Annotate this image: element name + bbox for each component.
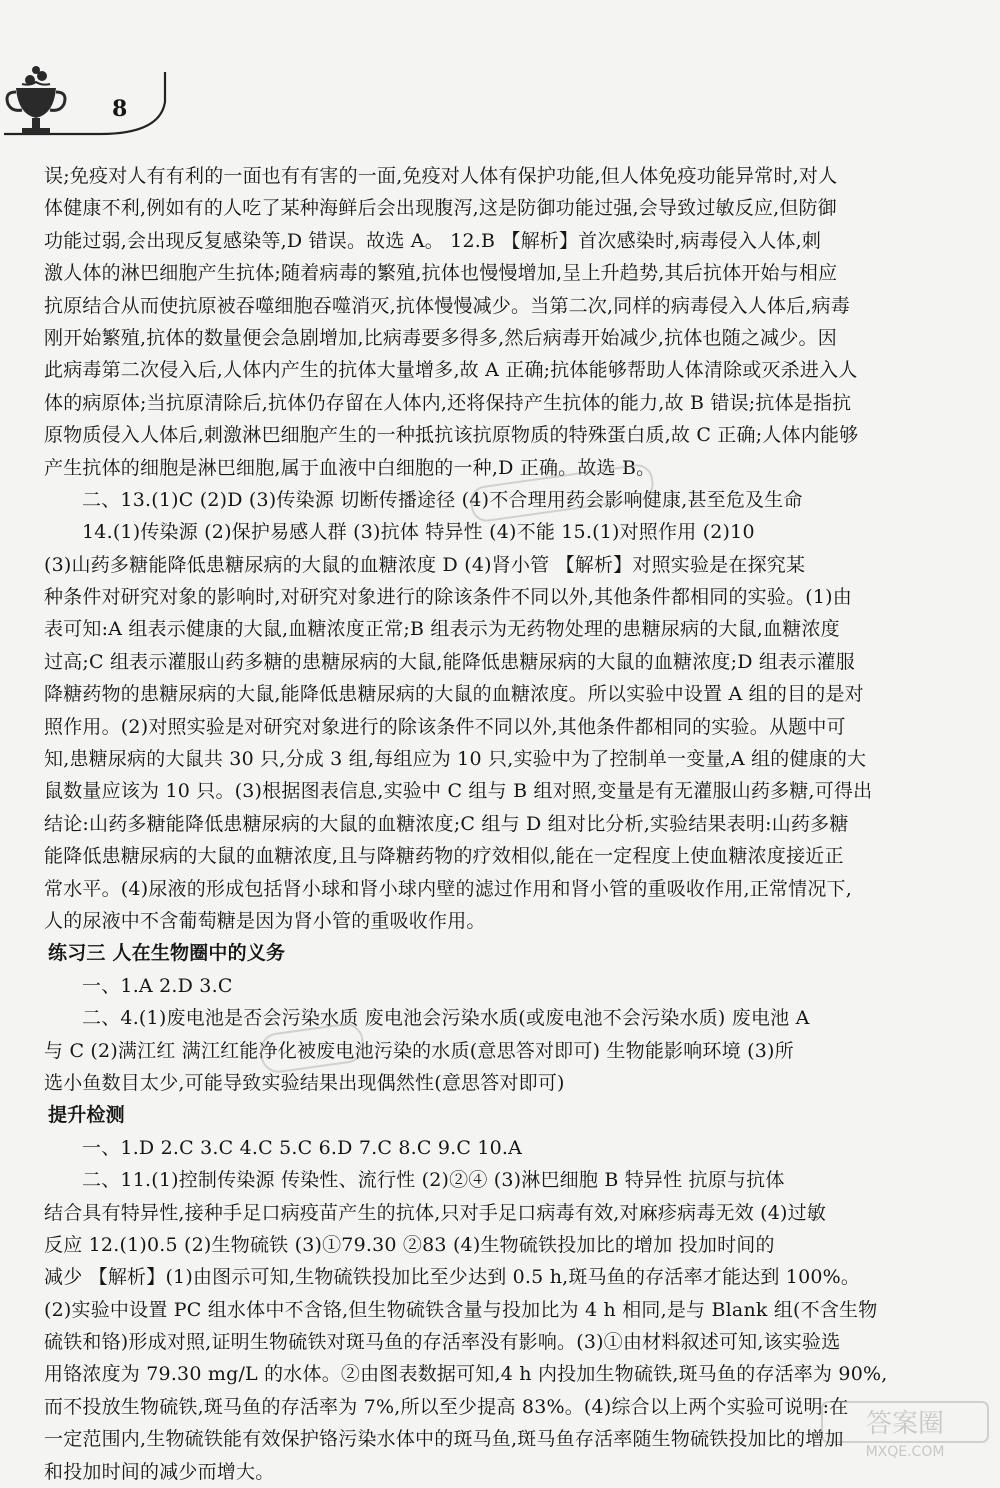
text-line: 产生抗体的细胞是淋巴细胞,属于血液中白细胞的一种,D 正确。故选 B。 [44,456,656,479]
text-line: 二、11.(1)控制传染源 传染性、流行性 (2)②④ (3)淋巴细胞 B 特异性 抗原与抗体 [82,1169,785,1192]
text-line: 二、4.(1)废电池是否会污染水质 废电池会污染水质(或废电池不会污染水质) 废电池 A [82,1007,810,1030]
text-line: 人的尿液中不含葡萄糖是因为肾小管的重吸收作用。 [44,909,486,932]
page-number: 8 [112,96,128,122]
text-line: 体的病原体;当抗原清除后,抗体仍存留在人体内,还将保持产生抗体的能力,故 B 错误;抗体是指抗 [44,391,852,414]
document-body [44,160,924,1488]
text-line: 刚开始繁殖,抗体的数量便会急剧增加,比病毒要多得多,然后病毒开始减少,抗体也随之减少。因 [44,326,837,349]
text-line: 减少 【解析】(1)由图示可知,生物硫铁投加比至少达到 0.5 h,斑马鱼的存活率才能达到 100%。 [44,1266,861,1289]
text-line: 种条件对研究对象的影响时,对研究对象进行的除该条件不同以外,其他条件都相同的实验。(1)由 [44,586,852,609]
page-header [0,62,1000,152]
text-line: 此病毒第二次侵入后,人体内产生的抗体大量增多,故 A 正确;抗体能够帮助人体清除或灭杀进入人 [44,359,858,382]
text-line: 结合具有特异性,接种手足口病疫苗产生的抗体,只对手足口病毒有效,对麻疹病毒无效 (4)过敏 [44,1201,827,1224]
text-line: 激人体的淋巴细胞产生抗体;随着病毒的繁殖,抗体也慢慢增加,呈上升趋势,其后抗体开始与相应 [44,262,838,285]
text-line: 功能过弱,会出现反复感染等,D 错误。故选 A。 12.B 【解析】首次感染时,病毒侵入人体,刺 [44,229,822,252]
text-line: 14.(1)传染源 (2)保护易感人群 (3)抗体 特异性 (4)不能 15.(1)对照作用 (2)10 [82,521,755,544]
text-line: 照作用。(2)对照实验是对研究对象进行的除该条件不同以外,其他条件都相同的实验。从题中可 [44,715,846,738]
site-logo-watermark [820,1400,990,1460]
trophy-emblem-icon [0,62,1000,152]
text-line: (2)实验中设置 PC 组水体中不含铬,但生物硫铁含量与投加比为 4 h 相同,是与 Blank 组(不含生物 [44,1298,878,1321]
text-line: 鼠数量应该为 10 只。(3)根据图表信息,实验中 C 组与 B 组对照,变量是有无灌服山药多糖,可得出 [44,780,873,803]
text-line: 过高;C 组表示灌服山药多糖的患糖尿病的大鼠,能降低患糖尿病的大鼠的血糖浓度;D 组表示灌服 [44,650,855,673]
text-line: 一定范围内,生物硫铁能有效保护铬污染水体中的斑马鱼,斑马鱼存活率随生物硫铁投加比的增加 [44,1428,844,1451]
section-heading: 提升检测 [48,1104,125,1127]
text-line: 误;免疫对人有有利的一面也有有害的一面,免疫对人体有保护功能,但人体免疫功能异常时,对人 [44,165,838,187]
text-line: 一、1.A 2.D 3.C [82,974,233,997]
text-line: 知,患糖尿病的大鼠共 30 只,分成 3 组,每组应为 10 只,实验中为了控制单一变量,A 组的健康的大 [44,748,867,771]
text-line: 反应 12.(1)0.5 (2)生物硫铁 (3)①79.30 ②83 (4)生物硫铁投加比的增加 投加时间的 [44,1233,775,1256]
text-line: 用铬浓度为 79.30 mg/L 的水体。②由图表数据可知,4 h 内投加生物硫铁,斑马鱼的存活率为 90%, [44,1363,888,1386]
text-line: 而不投放生物硫铁,斑马鱼的存活率为 7%,所以至少提高 83%。(4)综合以上两个实验可说明:在 [44,1395,849,1418]
text-line: 抗原结合从而使抗原被吞噬细胞吞噬消灭,抗体慢慢减少。当第二次,同样的病毒侵入人体后,病毒 [44,294,850,317]
section-heading: 练习三 人在生物圈中的义务 [48,942,286,965]
text-line: 二、13.(1)C (2)D (3)传染源 切断传播途径 (4)不合理用药会影响健康,甚至危及生命 [82,488,803,511]
text-line: 一、1.D 2.C 3.C 4.C 5.C 6.D 7.C 8.C 9.C 10.A [82,1136,523,1159]
text-line: 原物质侵入人体后,刺激淋巴细胞产生的一种抵抗该抗原物质的特殊蛋白质,故 C 正确;人体内能够 [44,424,859,447]
text-line: 硫铁和铬)形成对照,证明生物硫铁对斑马鱼的存活率没有影响。(3)①由材料叙述可知,该实验选 [44,1331,841,1354]
text-line: 能降低患糖尿病的大鼠的血糖浓度,且与降糖药物的疗效相似,能在一定程度上使血糖浓度接近正 [44,845,844,868]
svg-text:答案圈: 答案圈 [865,1409,945,1439]
text-line: 表可知:A 组表示健康的大鼠,血糖浓度正常;B 组表示为无药物处理的患糖尿病的大鼠,血糖浓度 [44,618,840,641]
text-line: (3)山药多糖能降低患糖尿病的大鼠的血糖浓度 D (4)肾小管 【解析】对照实验是在探究某 [44,553,806,576]
text-line: 和投加时间的减少而增大。 [44,1460,275,1483]
svg-text:MXQE.COM: MXQE.COM [865,1444,945,1460]
text-line: 与 C (2)满江红 满江红能净化被废电池污染的水质(意思答对即可) 生物能影响环境 (3)所 [44,1039,794,1062]
text-line: 常水平。(4)尿液的形成包括肾小球和肾小球内壁的滤过作用和肾小管的重吸收作用,正常情况下, [44,877,852,900]
text-line: 降糖药物的患糖尿病的大鼠,能降低患糖尿病的大鼠的血糖浓度。所以实验中设置 A 组的目的是对 [44,683,864,706]
text-line: 结论:山药多糖能降低患糖尿病的大鼠的血糖浓度;C 组与 D 组对比分析,实验结果表明:山药多糖 [44,812,849,835]
text-line: 体健康不利,例如有的人吃了某种海鲜后会出现腹泻,这是防御功能过强,会导致过敏反应,但防御 [44,197,837,220]
text-line: 选小鱼数目太少,可能导致实验结果出现偶然性(意思答对即可) [44,1071,565,1094]
